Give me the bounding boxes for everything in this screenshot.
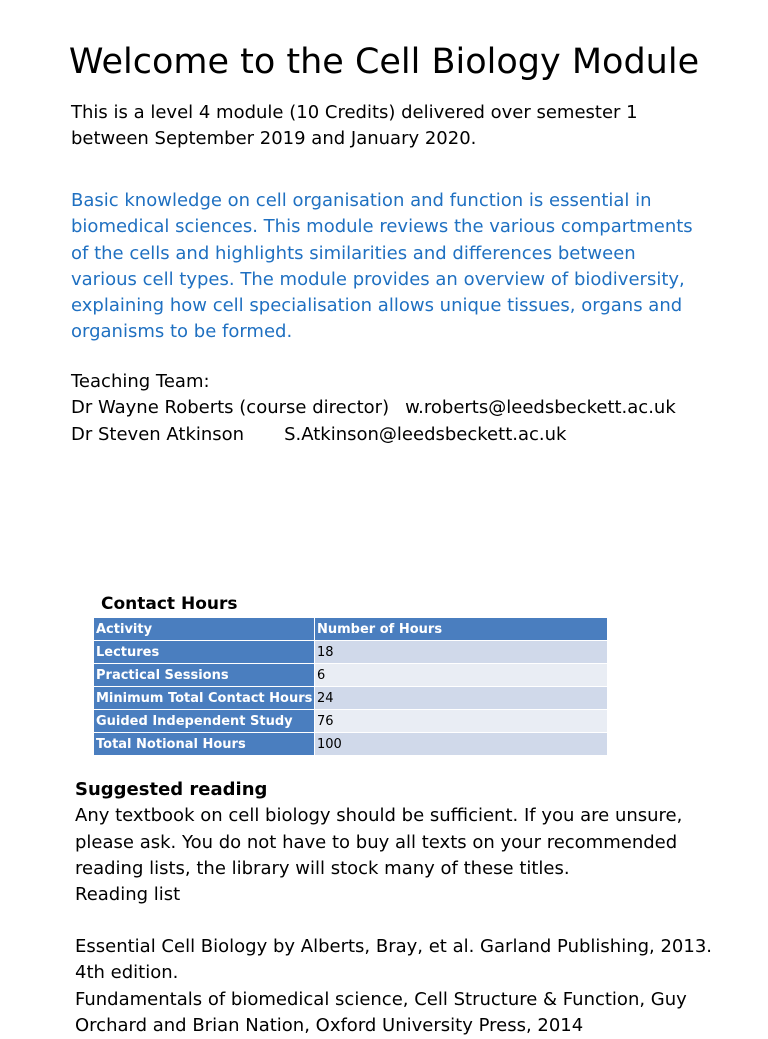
hours-cell: 24 (315, 687, 608, 710)
table-row (94, 710, 608, 733)
activity-cell: Guided Independent Study (94, 710, 315, 733)
contact-hours-heading: Contact Hours (101, 594, 238, 614)
hours-cell: 100 (315, 733, 608, 756)
description-line: of the cells and highlights similarities and differences between (71, 242, 636, 264)
description-line: biomedical sciences. This module reviews the various compartments (71, 216, 693, 238)
reading-list-label: Reading list (75, 884, 181, 906)
table-row (94, 664, 608, 687)
team-member (71, 422, 676, 448)
description-line: Basic knowledge on cell organisation and function is essential in (71, 190, 652, 211)
teaching-team (71, 369, 676, 448)
column-header: Activity (94, 618, 315, 641)
module-description (71, 188, 693, 346)
book-line: 4th edition. (75, 962, 179, 984)
hours-cell: 76 (315, 710, 608, 733)
team-member-email[interactable]: S.Atkinson@leedsbeckett.ac.uk (284, 423, 567, 445)
activity-cell: Lectures (94, 641, 315, 664)
reading-line: Any textbook on cell biology should be sufficient. If you are unsure, (75, 805, 683, 827)
suggested-reading-heading: Suggested reading (75, 779, 268, 800)
table-row (94, 641, 608, 664)
team-member-name: Dr Steven Atkinson (71, 423, 245, 445)
intro-line: between September 2019 and January 2020. (71, 128, 477, 150)
description-line: various cell types. The module provides an overview of biodiversity, (71, 268, 685, 290)
hours-cell: 6 (315, 664, 608, 687)
contact-hours-table (93, 617, 608, 756)
table-header-row (94, 618, 608, 641)
table-row (94, 687, 608, 710)
activity-cell: Practical Sessions (94, 664, 315, 687)
page-title: Welcome to the Cell Biology Module (68, 42, 700, 82)
reading-line: reading lists, the library will stock many of these titles. (75, 857, 570, 879)
table-row (94, 733, 608, 756)
suggested-reading (75, 777, 682, 908)
description-line: organisms to be formed. (71, 321, 293, 343)
book-line: Orchard and Brian Nation, Oxford University Press, 2014 (75, 1014, 584, 1036)
team-member (71, 395, 676, 421)
book-line: Fundamentals of biomedical science, Cell Structure & Function, Guy (75, 988, 687, 1010)
activity-cell: Minimum Total Contact Hours (94, 687, 315, 710)
hours-cell: 18 (315, 641, 608, 664)
team-member-name: Dr Wayne Roberts (course director) (71, 397, 390, 419)
column-header: Number of Hours (315, 618, 608, 641)
activity-cell: Total Notional Hours (94, 733, 315, 756)
book-list (75, 934, 712, 1039)
team-member-email[interactable]: w.roberts@leedsbeckett.ac.uk (405, 397, 676, 419)
teaching-team-heading: Teaching Team: (71, 371, 210, 392)
description-line: explaining how cell specialisation allows unique tissues, organs and (71, 295, 683, 317)
reading-line: please ask. You do not have to buy all texts on your recommended (75, 831, 678, 853)
intro-line: This is a level 4 module (10 Credits) delivered over semester 1 (71, 102, 638, 123)
module-intro (71, 100, 638, 153)
book-line: Essential Cell Biology by Alberts, Bray, et al. Garland Publishing, 2013. (75, 936, 712, 957)
